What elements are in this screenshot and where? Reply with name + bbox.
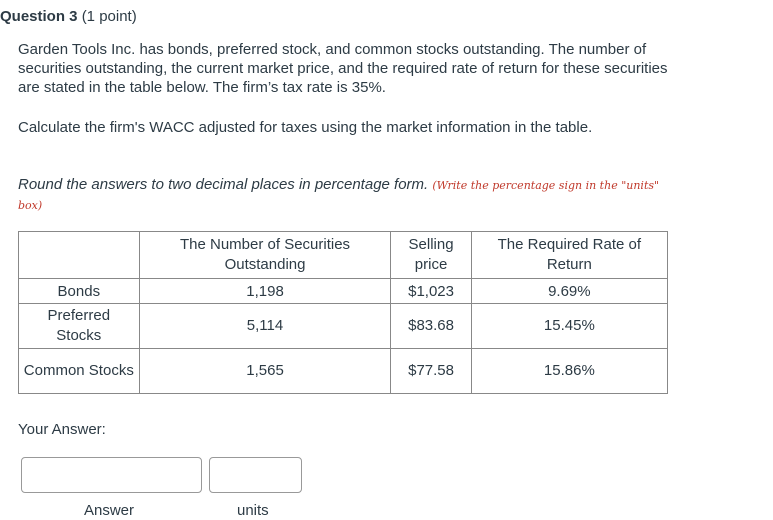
answer-input-label: Answer <box>84 502 135 519</box>
question-header <box>0 8 137 25</box>
question-points: (1 point) <box>81 8 137 25</box>
security-name: Bonds <box>19 279 140 304</box>
securities-count: 5,114 <box>139 304 391 349</box>
units-input[interactable] <box>209 457 302 493</box>
table-header-selling-price: Selling price <box>391 232 471 279</box>
table-row <box>19 279 668 304</box>
units-hint: (Write the percentage sign in the "units" box) <box>18 179 660 212</box>
question-task: Calculate the firm's WACC adjusted for taxes using the market information in the table. <box>18 119 593 136</box>
table-header-blank <box>19 232 140 279</box>
table-header-row <box>19 232 668 279</box>
securities-table <box>18 231 668 394</box>
table-header-required-return: The Required Rate of Return <box>471 232 667 279</box>
question-number: Question 3 <box>0 8 78 25</box>
required-return: 15.86% <box>471 349 667 394</box>
securities-count: 1,198 <box>139 279 391 304</box>
selling-price: $83.68 <box>391 304 471 349</box>
rounding-instruction <box>18 175 668 215</box>
selling-price: $1,023 <box>391 279 471 304</box>
instruction-text: Round the answers to two decimal places in percentage form. <box>18 176 429 193</box>
question-intro: Garden Tools Inc. has bonds, preferred stock, and common stocks outstanding. The number of securities outstanding, the current market price, and the required rate of return for these securities are stated in the table below. The firm’s tax rate is 35%. <box>18 41 668 96</box>
your-answer-label: Your Answer: <box>18 421 106 438</box>
selling-price: $77.58 <box>391 349 471 394</box>
table-row <box>19 304 668 349</box>
units-input-label: units <box>237 502 269 519</box>
security-name: Common Stocks <box>19 349 140 394</box>
required-return: 15.45% <box>471 304 667 349</box>
securities-count: 1,565 <box>139 349 391 394</box>
table-header-securities-count: The Number of Securities Outstanding <box>139 232 391 279</box>
security-name: Preferred Stocks <box>19 304 140 349</box>
answer-input[interactable] <box>21 457 202 493</box>
required-return: 9.69% <box>471 279 667 304</box>
table-row <box>19 349 668 394</box>
